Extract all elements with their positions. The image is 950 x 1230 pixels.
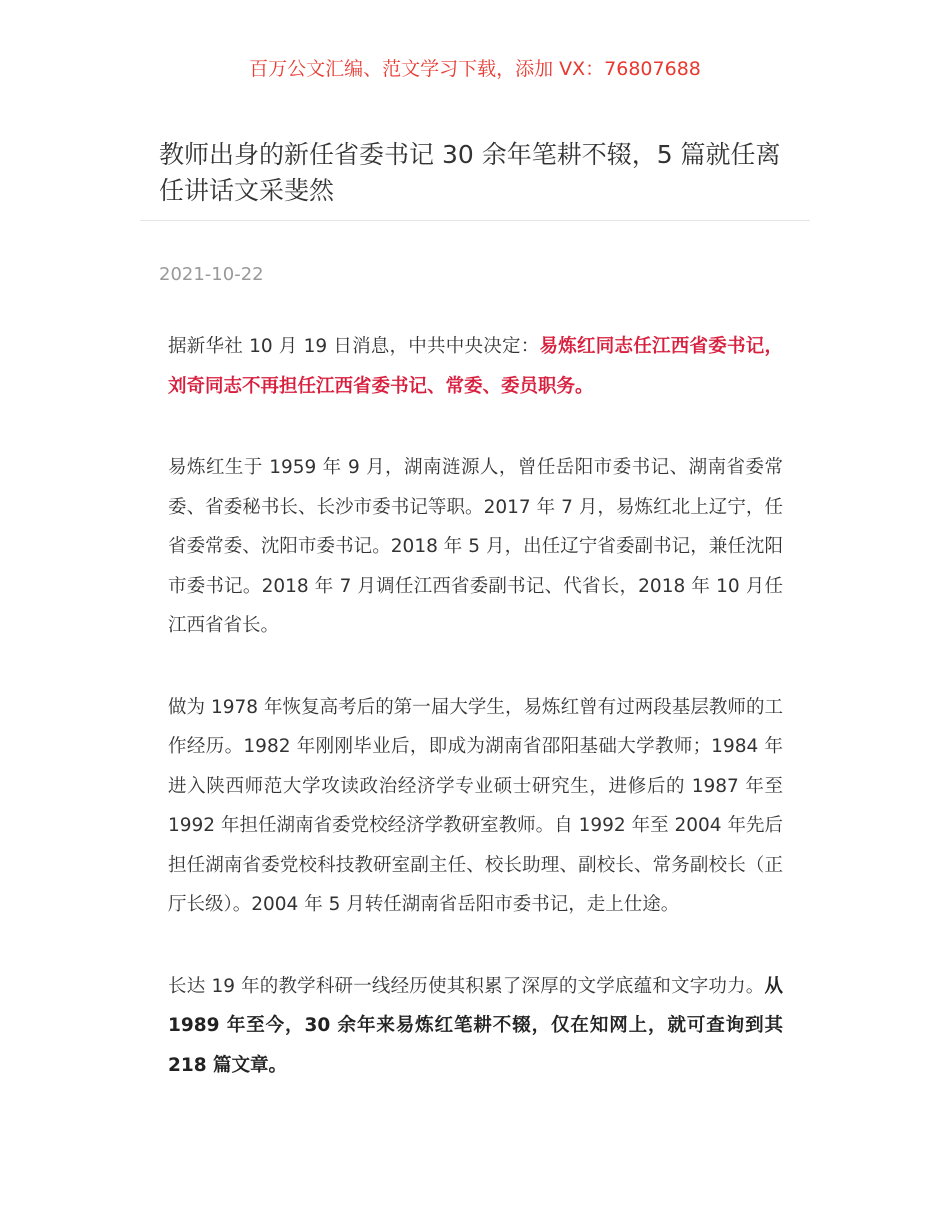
- paragraph-teaching-career: 做为 1978 年恢复高考后的第一届大学生，易炼红曾有过两段基层教师的工作经历。1982 年刚刚毕业后，即成为湖南省邵阳基础大学教师；1984 年进入陕西师范大学攻读政治经济学专业硕士研究生，进修后的 1987 年至 1992 年担任湖南省委党校经济学教研室教师。自 1992 年至 2004 年先后担任湖南省委党校科技教研室副主任、校长助理、副校长、常务副校长（正厅长级）。2004 年 5 月转任湖南省岳阳市委书记，走上仕途。: [168, 696, 783, 915]
- announcement-highlight: 易炼红同志任江西省委书记，刘奇同志不再担任江西省委书记、常委、委员职务。: [168, 336, 783, 397]
- writing-lead: 长达 19 年的教学科研一线经历使其积累了深厚的文学底蕴和文字功力。: [168, 975, 765, 997]
- download-banner: 百万公文汇编、范文学习下载，添加 VX：76807688: [249, 58, 701, 80]
- writing-bold-statement: 从 1989 年至今，30 余年来易炼红笔耕不辍，仅在知网上，就可查询到其 218 篇文章。: [168, 975, 783, 1076]
- paragraph-announcement: [168, 327, 783, 406]
- article-body: [168, 327, 783, 1127]
- article-title: 教师出身的新任省委书记 30 余年笔耕不辍，5 篇就任离任讲话文采斐然: [159, 140, 781, 205]
- announcement-lead: 据新华社 10 月 19 日消息，中共中央决定：: [168, 336, 540, 357]
- paragraph-biography: 易炼红生于 1959 年 9 月，湖南涟源人，曾任岳阳市委书记、湖南省委常委、省委秘书长、长沙市委书记等职。2017 年 7 月，易炼红北上辽宁，任省委常委、沈阳市委书记。2018 年 5 月，出任辽宁省委副书记，兼任沈阳市委书记。2018 年 7 月调任江西省委副书记、代省长，2018 年 10 月任江西省省长。: [168, 457, 783, 636]
- title-divider: [140, 220, 810, 221]
- paragraph-writing: [168, 967, 783, 1086]
- publish-date: 2021-10-22: [159, 264, 264, 285]
